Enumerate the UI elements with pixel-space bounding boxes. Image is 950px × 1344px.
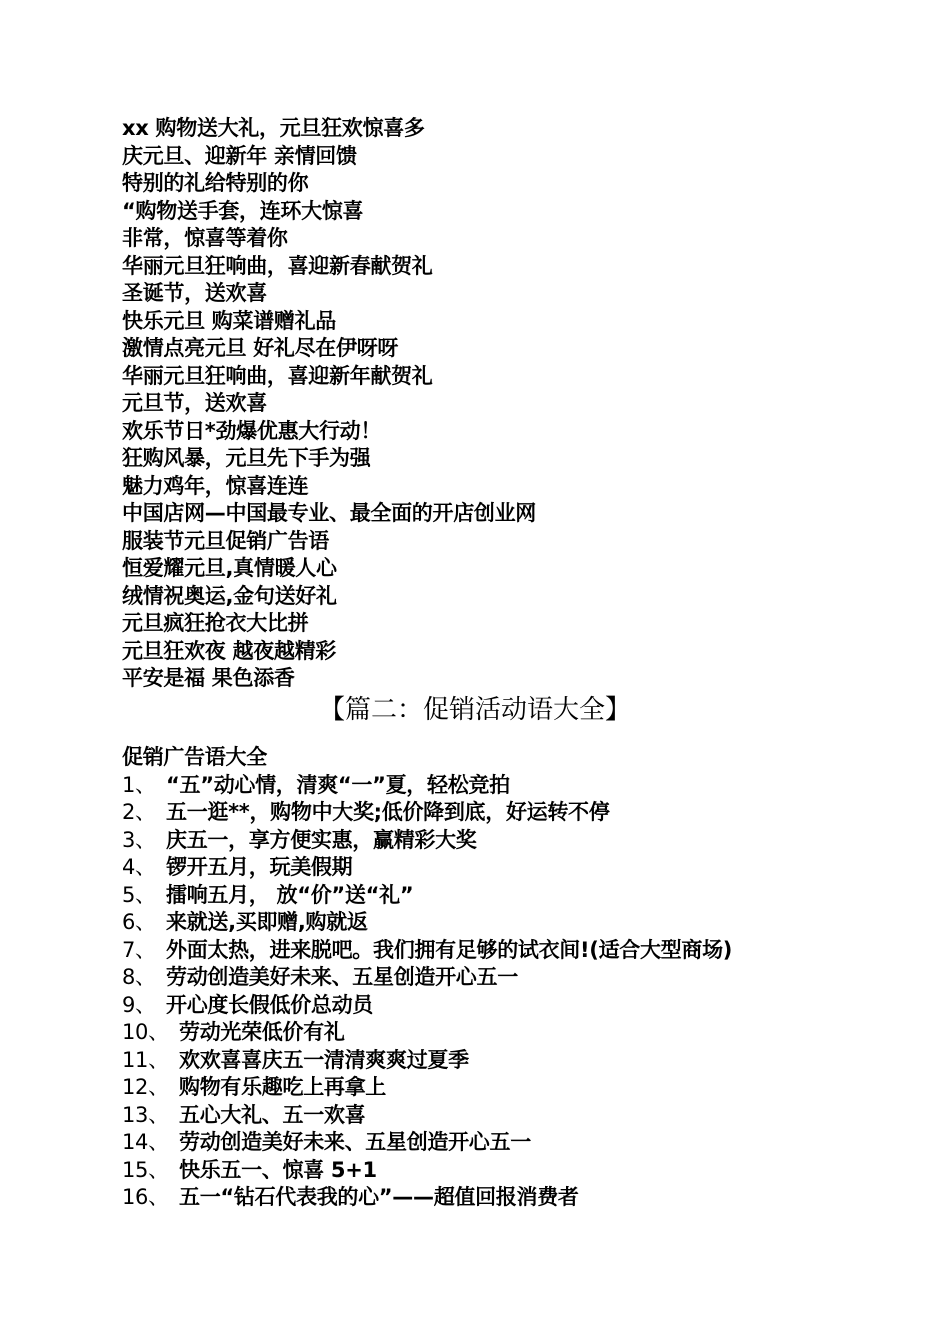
item-text: 来就送,买即赠,购就返 [166,910,368,934]
slogan-line: 狂购风暴，元旦先下手为强 [122,446,371,470]
slogan-line: 魅力鸡年，惊喜连连 [122,473,309,498]
slogan-line: “购物送手套，连环大惊喜 [122,198,364,223]
slogan-line: 庆元旦、迎新年 亲情回馈 [122,143,357,168]
subsection-title: 促销广告语大全 [122,745,267,769]
list-item [122,854,842,882]
item-number: 12、 [122,1075,169,1099]
slogan-line: 非常，惊喜等着你 [122,226,288,250]
slogan-list [122,115,842,693]
item-text: 外面太热，进来脱吧。我们拥有足够的试衣间!(适合大型商场) [166,937,733,962]
item-text: 五一“钻石代表我的心”——超值回报消费者 [179,1185,579,1209]
item-number: 10、 [122,1020,169,1044]
item-text: 欢欢喜喜庆五一清清爽爽过夏季 [179,1047,469,1072]
slogan-line: 绒情祝奥运,金句送好礼 [122,583,337,608]
slogan-line: 激情点亮元旦 好礼尽在伊呀呀 [122,336,399,360]
slogan-line: 服装节元旦促销广告语 [122,528,329,553]
item-number: 7、 [122,937,156,962]
item-number: 1、 [122,772,156,797]
slogan-line: 恒爱耀元旦,真情暖人心 [122,556,337,580]
item-number: 14、 [122,1130,169,1154]
list-item [122,1019,842,1047]
list-item [122,882,842,910]
list-item [122,827,842,855]
slogan-line: 元旦节，送欢喜 [122,391,267,415]
item-number: 2、 [122,800,156,824]
list-item [122,772,842,800]
item-number: 16、 [122,1185,169,1209]
slogan-line: 快乐元旦 购菜谱赠礼品 [122,308,337,333]
item-text: 劳动创造美好未来、五星创造开心五一 [179,1130,531,1154]
item-number: 4、 [122,855,156,879]
item-text: “五”动心情，清爽“一”夏，轻松竞拍 [166,772,510,797]
list-item [122,799,842,827]
item-text: 庆五一，享方便实惠，赢精彩大奖 [166,827,477,852]
item-number: 6、 [122,910,156,934]
item-number: 3、 [122,827,156,852]
slogan-line: 欢乐节日*劲爆优惠大行动！ [122,418,382,443]
section-heading: 【篇二：促销活动语大全】 [318,695,631,725]
slogan-line: 华丽元旦狂响曲，喜迎新春献贺礼 [122,253,433,278]
list-item [122,1074,842,1102]
slogan-line: xx 购物送大礼，元旦狂欢惊喜多 [122,116,425,140]
list-item [122,1102,842,1130]
list-item [122,1047,842,1075]
item-text: 快乐五一、惊喜 5+1 [179,1157,377,1182]
item-text: 购物有乐趣吃上再拿上 [179,1075,386,1099]
slogan-line: 平安是福 果色添香 [122,666,295,690]
item-text: 擂响五月， 放“价”送“礼” [166,882,414,907]
list-item [122,1129,842,1157]
item-number: 8、 [122,965,156,989]
list-item [122,909,842,937]
item-number: 9、 [122,992,156,1017]
item-number: 15、 [122,1157,169,1182]
item-text: 五心大礼、五一欢喜 [179,1102,366,1127]
item-text: 五一逛**，购物中大奖;低价降到底，好运转不停 [166,800,610,824]
list-item [122,964,842,992]
list-item [122,937,842,965]
slogan-line: 圣诞节，送欢喜 [122,281,267,305]
slogan-line: 华丽元旦狂响曲，喜迎新年献贺礼 [122,363,433,388]
item-text: 锣开五月，玩美假期 [166,855,353,879]
slogan-line: 特别的礼给特别的你 [122,171,309,195]
numbered-slogan-list [122,744,842,1212]
slogan-line: 元旦疯狂抢衣大比拼 [122,611,309,635]
item-number: 11、 [122,1047,169,1072]
item-number: 5、 [122,882,156,907]
item-number: 13、 [122,1102,169,1127]
slogan-line: 元旦狂欢夜 越夜越精彩 [122,638,337,663]
list-item [122,1157,842,1185]
list-item [122,992,842,1020]
slogan-line: 中国店网—中国最专业、最全面的开店创业网 [122,501,536,525]
item-text: 开心度长假低价总动员 [166,992,373,1017]
list-item [122,1184,842,1212]
item-text: 劳动创造美好未来、五星创造开心五一 [166,965,518,989]
item-text: 劳动光荣低价有礼 [179,1020,345,1044]
